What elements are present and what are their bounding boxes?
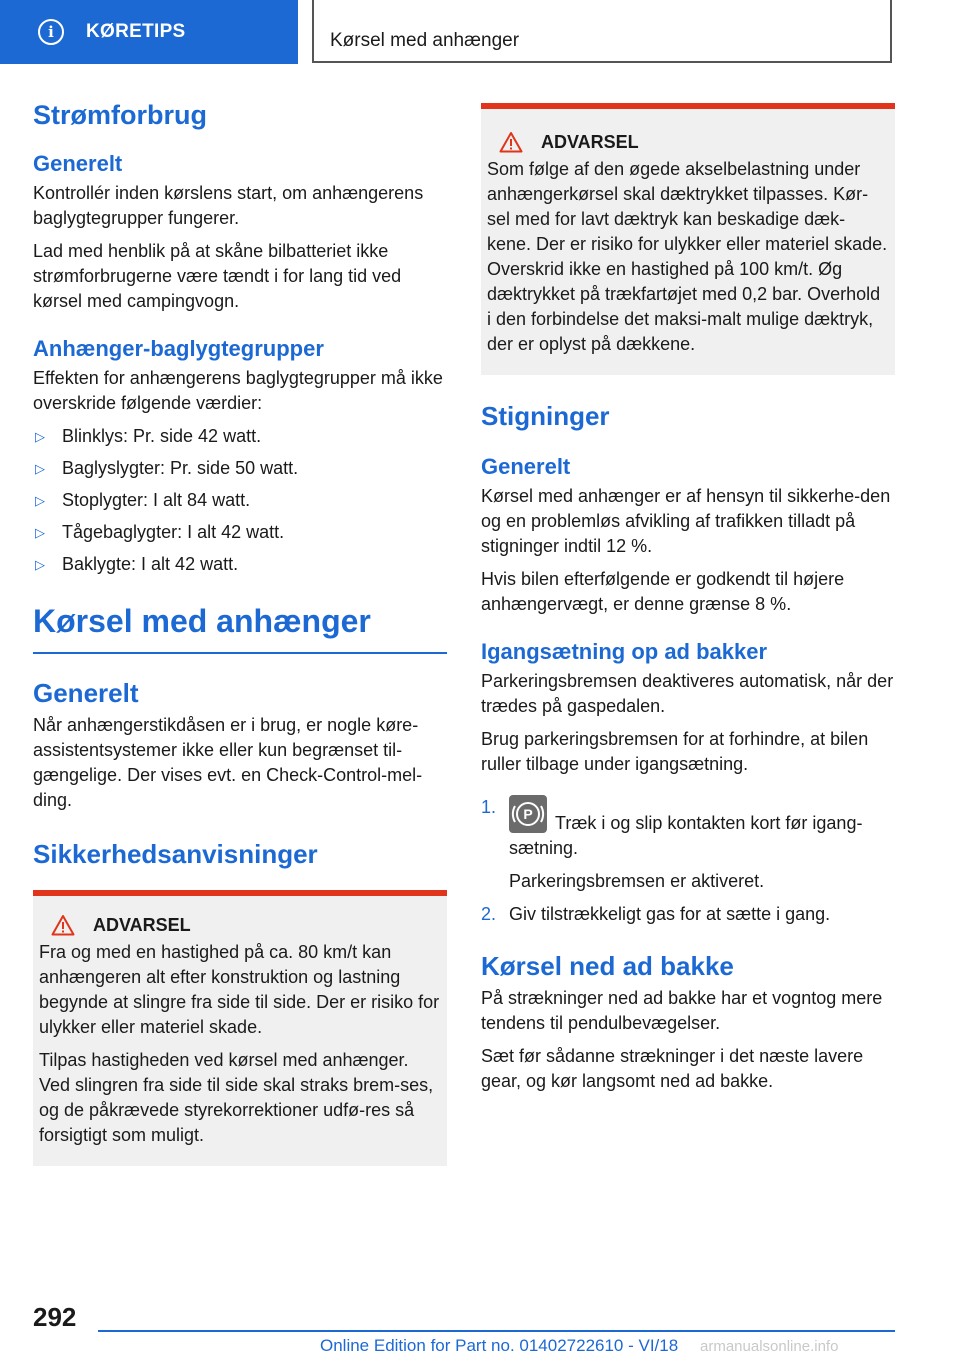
section-label: KØRETIPS (86, 21, 186, 42)
list-item (481, 795, 895, 894)
warning-text: Som følge af den øgede akselbelastning under anhængerkørsel skal dæktrykket tilpasses. Kør-sel med for lavt dæktryk kan beskadige dæk-kene. Der er risiko for ulykker eller materiel skade. Overskrid ikke en hastighed på 100 km/t. Øg dæktrykket på trækfartøjet med 0,2 bar. Overhold i den forbindelse det maksi-malt mulige dæktryk, der er oplyst på dækkene. (487, 159, 888, 354)
wattage-list (33, 424, 447, 577)
footer-rule (98, 1330, 895, 1332)
list-item: ▷ Stoplygter: I alt 84 watt. (33, 488, 447, 513)
triangle-bullet-icon: ▷ (35, 557, 45, 572)
edition-text: Online Edition for Part no. 01402722610 - VI/18 (320, 1336, 679, 1355)
paragraph: Parkeringsbremsen deaktiveres automatisk, når der trædes på gaspedalen. (481, 671, 894, 716)
paragraph: Effekten for anhængerens baglygtegrupper må ikke overskride følgende værdier: (33, 368, 443, 413)
paragraph: Kontrollér inden kørslens start, om anhængerens baglygtegrupper fungerer. (33, 183, 424, 228)
step-text: Giv tilstrækkeligt gas for at sætte i gang. (509, 904, 831, 924)
section-tab (0, 0, 298, 64)
parking-brake-icon (509, 795, 547, 833)
paragraph: Sæt før sådanne strækninger i det næste lavere gear, og kør langsomt ned ad bakke. (481, 1046, 864, 1091)
list-item: ▷ Baglyslygter: Pr. side 50 watt. (33, 456, 447, 481)
heading-generelt: Generelt (481, 454, 571, 479)
triangle-bullet-icon: ▷ (35, 493, 45, 508)
left-column (33, 100, 447, 1166)
right-column (481, 103, 895, 1094)
triangle-bullet-icon: ▷ (35, 461, 45, 476)
warning-title: ADVARSEL (541, 131, 639, 152)
page-number: 292 (33, 1302, 77, 1332)
step-number: 1. (481, 797, 497, 817)
watermark: armanualsonline.info (700, 1338, 839, 1355)
heading-stigninger: Stigninger (481, 401, 610, 431)
list-item: ▷ Blinklys: Pr. side 42 watt. (33, 424, 447, 449)
paragraph: Når anhængerstikdåsen er i brug, er nogle køre-assistentsystemer ikke eller kun begrænset til-gængelige. Der vises evt. en Check-Control-mel-ding. (33, 715, 423, 810)
list-item: ▷ Tågebaglygter: I alt 42 watt. (33, 520, 447, 545)
triangle-bullet-icon: ▷ (35, 525, 45, 540)
heading-generelt: Generelt (33, 151, 123, 176)
paragraph: Lad med henblik på at skåne bilbatteriet ikke strømforbrugerne være tændt i for lang tid ved kørsel med campingvogn. (33, 241, 402, 311)
triangle-bullet-icon: ▷ (35, 429, 45, 444)
heading-korsel-ned: Kørsel ned ad bakke (481, 951, 734, 981)
heading-igangsaetning: Igangsætning op ad bakker (481, 639, 768, 664)
paragraph: På strækninger ned ad bakke har et vogntog mere tendens til pendulbevægelser. (481, 988, 883, 1033)
warning-title: ADVARSEL (93, 914, 191, 935)
warning-text: Tilpas hastigheden ved kørsel med anhænger. Ved slingren fra side til side skal straks brem-ses, og de påkrævede styrekorrektioner udfø-res så forsigtigt som muligt. (39, 1050, 434, 1145)
steps-list (481, 795, 895, 927)
warning-box (33, 890, 447, 1166)
step-text: Træk i og slip kontakten kort før igang-sætning. (509, 813, 863, 858)
warning-icon (499, 131, 523, 153)
warning-text: Fra og med en hastighed på ca. 80 km/t kan anhængeren alt efter konstruktion og lastning begynde at slingre fra side til side. Der er risiko for ulykker eller materiel skade. (39, 942, 440, 1037)
chapter-heading: Kørsel med anhænger (33, 603, 447, 654)
list-item: ▷ Baklygte: I alt 42 watt. (33, 552, 447, 577)
step-sub: Parkeringsbremsen er aktiveret. (509, 871, 765, 891)
heading-stromforbrug: Strømforbrug (33, 100, 207, 130)
heading-baglygtegrupper: Anhænger-baglygtegrupper (33, 336, 324, 361)
paragraph: Kørsel med anhænger er af hensyn til sikkerhe-den og en problemløs afvikling af trafikken tilladt på stigninger indtil 12 %. (481, 486, 891, 556)
step-number: 2. (481, 904, 497, 924)
list-item (481, 902, 895, 927)
page-title: Kørsel med anhænger (330, 30, 520, 51)
heading-sikkerhedsanvisninger: Sikkerhedsanvisninger (33, 839, 318, 869)
paragraph: Brug parkeringsbremsen for at forhindre, at bilen ruller tilbage under igangsætning. (481, 729, 869, 774)
paragraph: Hvis bilen efterfølgende er godkendt til højere anhængervægt, er denne grænse 8 %. (481, 569, 845, 614)
warning-icon (51, 914, 75, 936)
header-title-box (312, 0, 892, 63)
info-icon: i (38, 19, 64, 45)
svg-text:P: P (523, 806, 533, 822)
heading-generelt: Generelt (33, 678, 139, 708)
warning-box (481, 103, 895, 375)
